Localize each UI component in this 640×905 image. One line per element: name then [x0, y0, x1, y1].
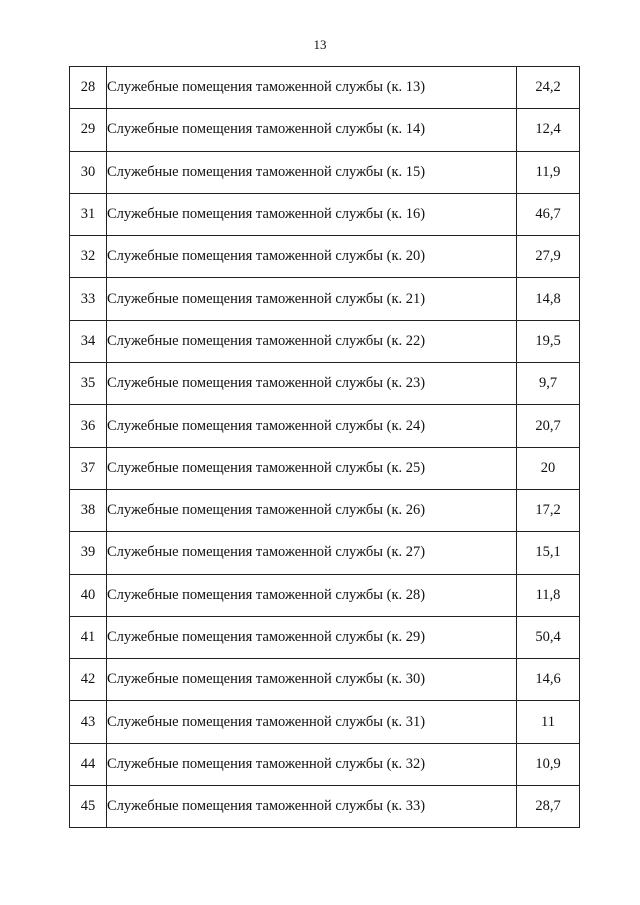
room-name: Служебные помещения таможенной службы (к. 14) [107, 109, 517, 151]
row-number: 28 [70, 67, 107, 109]
room-area: 28,7 [517, 786, 580, 828]
room-area: 14,6 [517, 659, 580, 701]
row-number: 44 [70, 743, 107, 785]
room-name: Служебные помещения таможенной службы (к. 33) [107, 786, 517, 828]
table-row [70, 616, 580, 658]
room-name: Служебные помещения таможенной службы (к. 13) [107, 67, 517, 109]
room-area: 20 [517, 447, 580, 489]
table-row [70, 405, 580, 447]
table-row [70, 109, 580, 151]
row-number: 40 [70, 574, 107, 616]
table-row [70, 447, 580, 489]
rooms-table-body [70, 67, 580, 828]
row-number: 43 [70, 701, 107, 743]
table-row [70, 574, 580, 616]
room-name: Служебные помещения таможенной службы (к. 25) [107, 447, 517, 489]
row-number: 38 [70, 489, 107, 531]
row-number: 42 [70, 659, 107, 701]
table-row [70, 743, 580, 785]
room-name: Служебные помещения таможенной службы (к. 29) [107, 616, 517, 658]
room-area: 12,4 [517, 109, 580, 151]
room-area: 11 [517, 701, 580, 743]
room-name: Служебные помещения таможенной службы (к. 20) [107, 236, 517, 278]
room-name: Служебные помещения таможенной службы (к. 27) [107, 532, 517, 574]
room-name: Служебные помещения таможенной службы (к. 28) [107, 574, 517, 616]
row-number: 32 [70, 236, 107, 278]
row-number: 34 [70, 320, 107, 362]
table-row [70, 236, 580, 278]
room-name: Служебные помещения таможенной службы (к. 30) [107, 659, 517, 701]
row-number: 35 [70, 363, 107, 405]
row-number: 31 [70, 193, 107, 235]
table-row [70, 701, 580, 743]
row-number: 33 [70, 278, 107, 320]
room-area: 17,2 [517, 489, 580, 531]
table-row [70, 193, 580, 235]
row-number: 45 [70, 786, 107, 828]
room-area: 24,2 [517, 67, 580, 109]
room-area: 46,7 [517, 193, 580, 235]
row-number: 30 [70, 151, 107, 193]
room-name: Служебные помещения таможенной службы (к. 31) [107, 701, 517, 743]
room-name: Служебные помещения таможенной службы (к. 26) [107, 489, 517, 531]
row-number: 36 [70, 405, 107, 447]
room-area: 11,9 [517, 151, 580, 193]
row-number: 41 [70, 616, 107, 658]
row-number: 39 [70, 532, 107, 574]
rooms-table [69, 66, 580, 828]
room-name: Служебные помещения таможенной службы (к. 15) [107, 151, 517, 193]
room-area: 14,8 [517, 278, 580, 320]
room-area: 11,8 [517, 574, 580, 616]
page-number: 13 [313, 37, 327, 52]
table-row [70, 659, 580, 701]
room-area: 50,4 [517, 616, 580, 658]
room-name: Служебные помещения таможенной службы (к. 21) [107, 278, 517, 320]
room-name: Служебные помещения таможенной службы (к. 32) [107, 743, 517, 785]
table-row [70, 67, 580, 109]
room-area: 27,9 [517, 236, 580, 278]
room-area: 20,7 [517, 405, 580, 447]
room-name: Служебные помещения таможенной службы (к. 22) [107, 320, 517, 362]
table-row [70, 320, 580, 362]
table-row [70, 786, 580, 828]
room-area: 15,1 [517, 532, 580, 574]
table-row [70, 151, 580, 193]
row-number: 37 [70, 447, 107, 489]
row-number: 29 [70, 109, 107, 151]
table-row [70, 278, 580, 320]
room-area: 10,9 [517, 743, 580, 785]
table-row [70, 363, 580, 405]
table-row [70, 489, 580, 531]
table-row [70, 532, 580, 574]
room-area: 9,7 [517, 363, 580, 405]
room-area: 19,5 [517, 320, 580, 362]
room-name: Служебные помещения таможенной службы (к. 23) [107, 363, 517, 405]
room-name: Служебные помещения таможенной службы (к. 24) [107, 405, 517, 447]
room-name: Служебные помещения таможенной службы (к. 16) [107, 193, 517, 235]
